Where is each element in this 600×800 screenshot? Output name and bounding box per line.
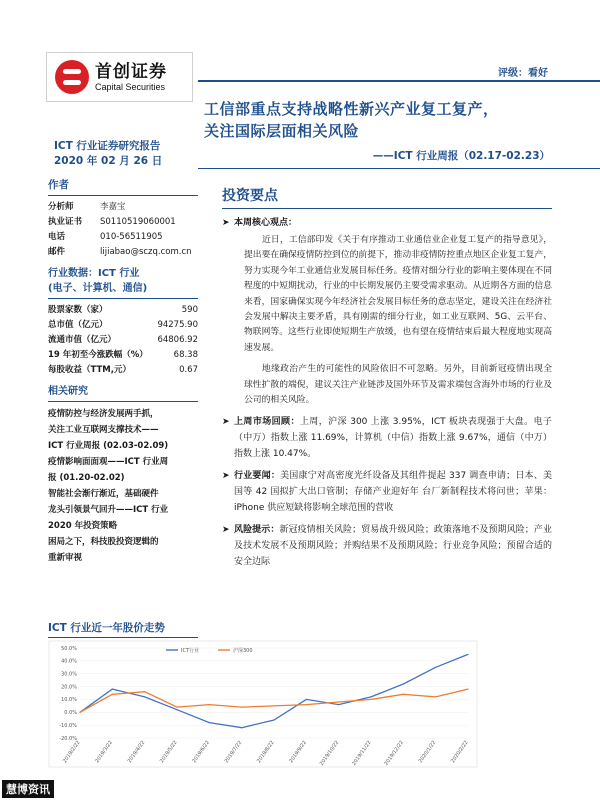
series-point: [370, 699, 371, 700]
bullet-arrow-icon: ➤: [222, 218, 230, 228]
y-tick-label: 30.0%: [61, 671, 77, 678]
risk-warning-bullet: [222, 522, 552, 570]
series-point: [241, 707, 242, 708]
series-point: [79, 712, 80, 713]
series-point: [338, 704, 339, 705]
series-point: [467, 689, 468, 690]
series-point: [209, 704, 210, 705]
y-tick-label: 0.0%: [64, 710, 77, 717]
market-review-label: 上周市场回顾：: [234, 417, 300, 428]
investment-heading: 投资要点: [222, 188, 278, 204]
author-row-key: 执业证书: [48, 217, 83, 227]
industry-heading-line-1: 行业数据：ICT 行业: [48, 268, 140, 279]
rating-label: 评级：看好: [498, 68, 548, 79]
x-tick-label: 2019/8/22: [256, 739, 276, 765]
logo-mark-icon: [55, 60, 89, 94]
series-point: [403, 694, 404, 695]
report-title: [204, 98, 584, 142]
core-view-paragraph-2: 地缘政治产生的可能性的风险依旧不可忽略。另外，目前新冠疫情出现全球性扩散的端倪，建议关注产业链涉及国外环节及需求端包含海外市场的行业及公司的相关风险。: [244, 364, 552, 406]
y-tick-label: 50.0%: [61, 645, 77, 652]
series-point: [112, 694, 113, 695]
industry-row-key: 股票家数（家）: [48, 305, 108, 315]
legend-label: 沪深300: [233, 648, 253, 654]
x-tick-label: 2019/10/22: [318, 739, 341, 767]
bullet-arrow-icon: ➤: [222, 417, 230, 428]
series-point: [467, 654, 468, 655]
core-view-bullet: [222, 215, 552, 231]
chart-frame: [49, 641, 477, 767]
report-type: ICT 行业证券研究报告: [54, 140, 161, 152]
industry-divider: [48, 298, 198, 299]
x-tick-label: 2019/7/22: [223, 739, 244, 765]
series-point: [209, 722, 210, 723]
related-research-list: [48, 406, 198, 566]
x-tick-label: 2020/2/22: [450, 739, 470, 765]
industry-data-heading: [48, 266, 198, 296]
series-point: [370, 696, 371, 697]
series-point: [241, 727, 242, 728]
industry-row-key: 总市值（亿元）: [48, 320, 108, 330]
series-point: [403, 683, 404, 684]
logo-chinese-name: 首创证券: [95, 61, 167, 82]
industry-row-key: 每股收益（TTM,元）: [48, 365, 131, 375]
author-row: [48, 200, 198, 215]
logo-english-name: Capital Securities: [95, 81, 166, 92]
related-research-item: 2020 年投资策略: [48, 521, 118, 531]
stock-trend-chart: [48, 640, 478, 768]
industry-news-label: 行业要闻：: [234, 471, 281, 482]
series-point: [144, 691, 145, 692]
x-tick-label: 2019/11/22: [351, 739, 373, 767]
series-line: [80, 654, 468, 727]
y-tick-label: -10.0%: [59, 722, 77, 729]
related-research-item: 困局之下，科技股投资逻辑的: [48, 537, 159, 547]
title-line-1: 工信部重点支持战略性新兴产业复工复产，: [204, 100, 499, 118]
market-review-text: 上周，沪深 300 上涨 3.95%，ICT 板块表现强于大盘。电子（中万）指数上涨 11.69%，计算机（中信）指数上涨 9.67%，通信（中万）指数上涨 10.47%。: [234, 417, 552, 460]
author-row-key: 电话: [48, 232, 66, 242]
industry-news-text: 美国康宁对高密度光纤设备及其组件提起 337 调查申请；日本、美国等 42 国拟扩大出口管制；存储产业迎好年 台厂新制程技术将问世；苹果：iPhone 供应短缺将影响全球范围的营收: [234, 471, 552, 514]
report-header: [0, 0, 600, 170]
series-line: [80, 689, 468, 712]
author-heading: 作者: [48, 179, 69, 191]
x-tick-label: 2019/9/22: [288, 739, 308, 765]
x-tick-label: 2019/6/22: [191, 739, 211, 765]
y-tick-label: 10.0%: [61, 697, 77, 704]
title-line-2: 关注国际层面相关风险: [204, 122, 360, 140]
author-row: [48, 215, 198, 230]
industry-row: [48, 363, 198, 378]
series-point: [338, 701, 339, 702]
y-tick-label: 20.0%: [61, 684, 77, 691]
series-point: [112, 689, 113, 690]
author-row-key: 分析师: [48, 202, 74, 212]
risk-warning-label: 风险提示：: [234, 525, 280, 536]
industry-row: [48, 318, 198, 333]
subtitle-divider: [198, 168, 600, 169]
industry-row-key: 19 年初至今涨跌幅（%）: [48, 350, 148, 360]
series-point: [435, 696, 436, 697]
x-tick-label: 2020/1/22: [417, 739, 438, 765]
author-row-value: 010-56511905: [100, 232, 163, 242]
series-point: [144, 696, 145, 697]
industry-row: [48, 333, 198, 348]
industry-row-value: 590: [181, 305, 198, 315]
related-research-item: 龙头引领景气回升——ICT 行业: [48, 505, 169, 515]
series-point: [273, 705, 274, 706]
chart-heading: ICT 行业近一年股价走势: [48, 622, 165, 634]
author-row: [48, 245, 198, 260]
related-research-heading: 相关研究: [48, 386, 88, 397]
related-research-item: 疫情影响面面观——ICT 行业周: [48, 457, 169, 467]
industry-row-value: 94275.90: [157, 320, 198, 330]
x-tick-label: 2019/2/22: [62, 739, 82, 765]
series-point: [435, 667, 436, 668]
report-date: 2020 年 02 月 26 日: [54, 155, 163, 167]
series-point: [176, 707, 177, 708]
author-row-value: lijiabao@sczq.com.cn: [100, 247, 192, 257]
investment-divider: [222, 208, 552, 209]
industry-row: [48, 348, 198, 363]
x-tick-label: 2019/4/22: [126, 739, 147, 765]
related-research-item: 报 (01.20-02.02): [48, 473, 125, 483]
risk-warning-text: 新冠疫情相关风险；贸易战升级风险；政策落地不及预期风险；产业及技术发展不及预期风险；并购结果不及预期风险；行业竞争风险；预留合适的安全边际: [234, 525, 552, 568]
author-row: [48, 230, 198, 245]
investment-highlights: [222, 186, 552, 570]
author-divider: [48, 195, 198, 196]
related-research-item: 疫情防控与经济发展两手抓，: [48, 409, 159, 419]
core-view-paragraph-1: 近日，工信部印发《关于有序推动工业通信业企业复工复产的指导意见》，提出要在确保疫情防控到位的前提下，推动非疫情防控重点地区企业复工复产，努力实现今年工业通信业发展目标任务。疫情对细分行业的影响主要体现在不同程度的中短期扰动，行业的中长期发展仍主要受需求驱动。从近期各方面的信息来看，国家确保实现今年经济社会发展目标任务的意志坚定，建设关注在经济社会发展中解决主要矛盾，具有刚需的细分行业，如工业互联网、5G、云平台、物联网等。这些行业即使短期生产放缓，也有望在疫情结束后最大程度地实现高速发展。: [244, 235, 552, 353]
industry-data-table: [48, 303, 198, 378]
bullet-arrow-icon: ➤: [222, 525, 230, 536]
related-research-item: ICT 行业周报 (02.03-02.09): [48, 441, 169, 451]
industry-row-value: 0.67: [179, 365, 198, 375]
industry-row-key: 流通市值（亿元）: [48, 335, 117, 345]
series-point: [273, 719, 274, 720]
legend-label: ICT行业: [181, 648, 200, 654]
author-row-value: S0110519060001: [100, 217, 176, 227]
industry-row-value: 68.38: [173, 350, 198, 360]
chart-heading-divider: [48, 637, 198, 638]
related-research-item: 重新审视: [48, 553, 83, 563]
left-sidebar: [48, 178, 198, 566]
report-subtitle: ——ICT 行业周报（02.17-02.23）: [372, 150, 550, 162]
series-point: [306, 704, 307, 705]
author-row-key: 邮件: [48, 247, 66, 257]
company-logo: [46, 52, 193, 102]
core-view-label: 本周核心观点：: [234, 218, 298, 228]
series-point: [306, 699, 307, 700]
industry-row-value: 64806.92: [157, 335, 198, 345]
author-info: [48, 200, 198, 260]
y-tick-label: -20.0%: [59, 735, 77, 742]
author-row-value: 李嘉宝: [100, 202, 126, 212]
related-research-item: 智能社会渐行渐近，基础硬件: [48, 489, 159, 499]
related-research-item: 关注工业互联网支撑技术——: [48, 425, 159, 435]
x-tick-label: 2019/5/22: [159, 739, 179, 765]
watermark: 慧博资讯: [2, 780, 54, 798]
header-divider: [198, 80, 600, 82]
y-tick-label: 40.0%: [61, 658, 77, 665]
series-point: [176, 709, 177, 710]
related-divider: [48, 401, 198, 402]
industry-heading-line-2: (电子、计算机、通信): [48, 283, 148, 294]
x-tick-label: 2019/3/22: [94, 739, 114, 765]
industry-news-bullet: [222, 468, 552, 516]
x-tick-label: 2019/12/22: [383, 739, 405, 767]
market-review-bullet: [222, 414, 552, 462]
bullet-arrow-icon: ➤: [222, 471, 230, 482]
industry-row: [48, 303, 198, 318]
